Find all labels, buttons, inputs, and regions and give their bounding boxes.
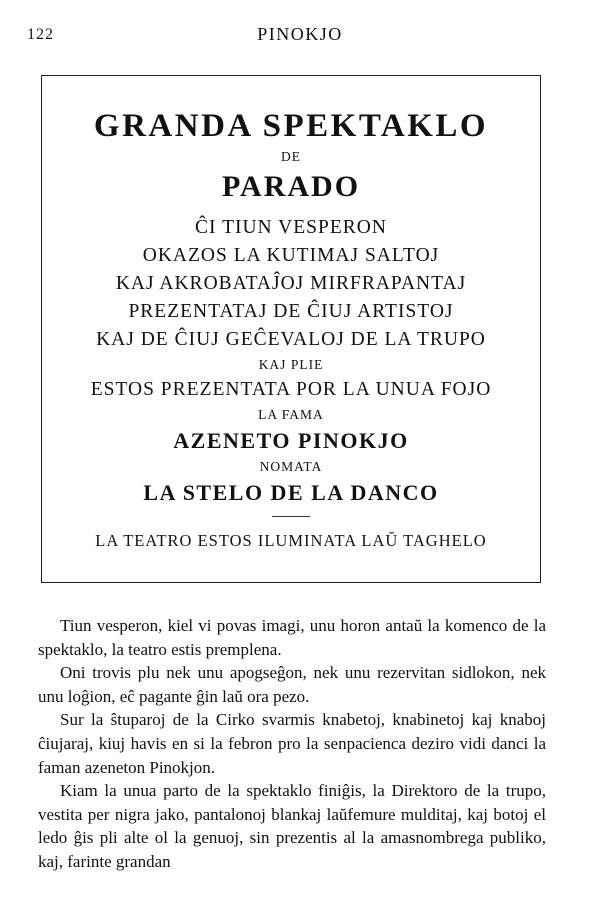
poster-subtitle: PARADO <box>221 170 361 203</box>
body-paragraph: Tiun vesperon, kiel vi povas imagi, unu horon antaŭ la komenco de la spektaklo, la teatro estis premplena. <box>38 616 546 659</box>
page-number: 122 <box>27 26 54 43</box>
announcement-line: OKAZOS LA KUTIMAJ SALTOJ <box>142 245 440 266</box>
announcement-line: PREZENTATAJ DE ĈIUJ ARTISTOJ <box>128 301 454 322</box>
poster-footer: LA TEATRO ESTOS ILUMINATA LAŬ TAGHELO <box>95 531 487 550</box>
poster-star-name: AZENETO PINOKJO <box>173 428 409 453</box>
body-paragraph: Kiam la unua parto de la spektaklo finiĝis, la Direktoro de la trupo, vestita per nigra jako, pantalonoj blankaj laŭfemure mulditaj, kaj botoj el ledo ĝis pli alte ol la genuoj, sin prezentis al la amasnombrega publiko, kaj, farinte grandan <box>38 781 546 871</box>
body-paragraph: Oni trovis plu nek unu apogseĝon, nek unu rezervitan sidlokon, nek unu loĝion, eĉ pagante ĝin laŭ ora pezo. <box>38 663 546 706</box>
body-text <box>38 614 546 874</box>
running-head: PINOKJO <box>257 24 343 44</box>
poster-la-fama: LA FAMA <box>258 407 324 422</box>
poster-nomata: NOMATA <box>259 459 323 474</box>
poster-kaj-plie: KAJ PLIE <box>258 357 324 372</box>
poster-de: DE <box>281 149 301 164</box>
poster-title: GRANDA SPEKTAKLO <box>93 108 489 144</box>
announcement-line: KAJ AKROBATAĴOJ MIRFRAPANTAJ <box>115 273 467 294</box>
poster-divider <box>272 516 310 517</box>
body-paragraph: Sur la ŝtuparoj de la Cirko svarmis knabetoj, knabinetoj kaj knaboj ĉiujaraj, kiuj havis en si la febron pro la senpacienca deziro vidi danci la faman azeneton Pinokjon. <box>38 710 546 777</box>
poster-star-alias: LA STELO DE LA DANCO <box>143 480 439 505</box>
poster-content <box>42 106 540 553</box>
poster-box <box>41 75 541 583</box>
announcement-line: ĈI TIUN VESPERON <box>195 217 387 238</box>
poster-estos: ESTOS PREZENTATA POR LA UNUA FOJO <box>90 379 492 400</box>
announcement-line: KAJ DE ĈIUJ GEĈEVALOJ DE LA TRUPO <box>96 329 486 350</box>
